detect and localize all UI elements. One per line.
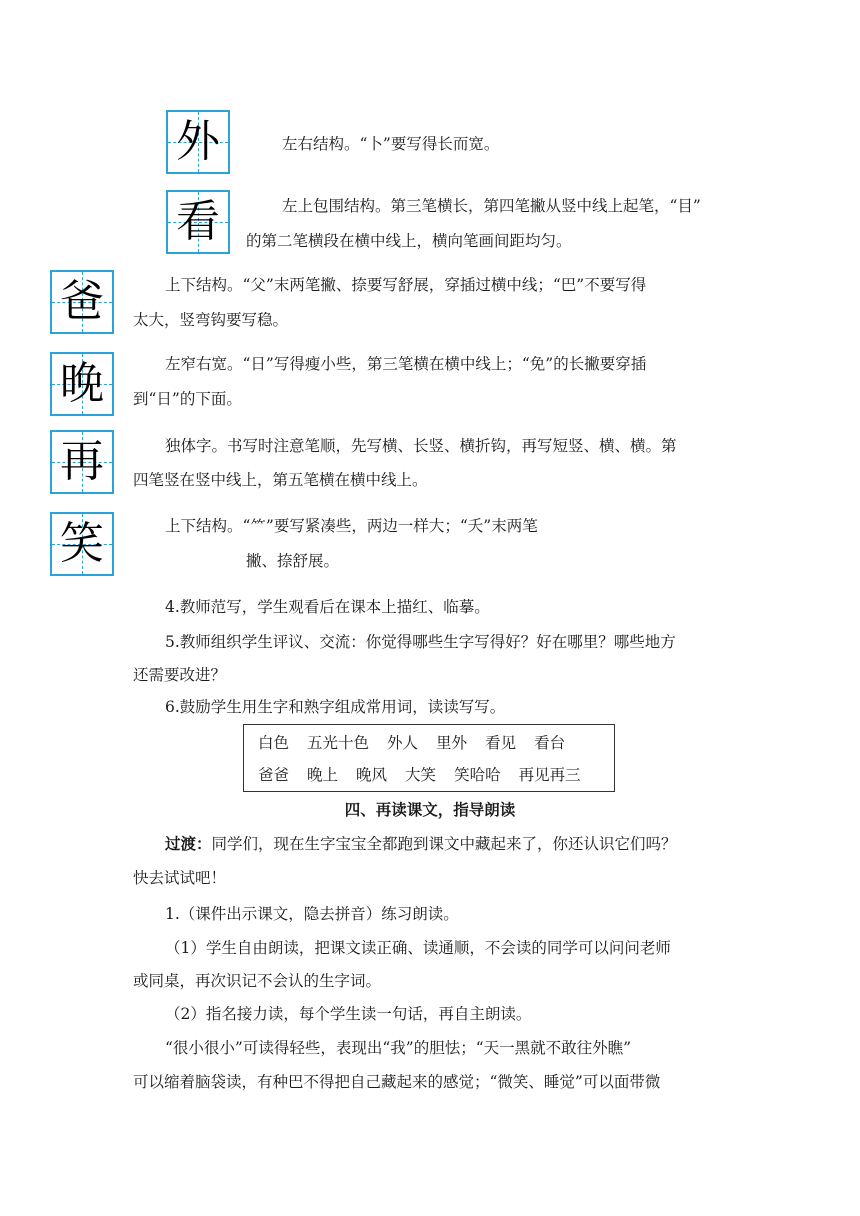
word: 晚风 <box>356 766 388 784</box>
char-glyph: 再 <box>60 436 104 487</box>
reading-sub2: （2）指名接力读，每个学生读一句话，再自主朗读。 <box>165 1005 532 1023</box>
char-desc-wan-line2: 到“日”的下面。 <box>133 390 242 408</box>
step-5-line2: 还需要改进？ <box>133 666 227 684</box>
char-desc-zai-line1: 独体字。书写时注意笔顺，先写横、长竖、横折钩，再写短竖、横、横。第 <box>165 437 677 455</box>
transition-line1 <box>165 834 677 854</box>
transition-text: 同学们，现在生字宝宝全都跑到课文中藏起来了，你还认识它们吗？ <box>211 835 677 853</box>
char-desc-xiao-line1: 上下结构。“⺮”要写紧凑些，两边一样大；“夭”末两笔 <box>165 517 538 535</box>
char-glyph: 爸 <box>60 276 104 327</box>
reading-para-line2: 可以缩着脑袋读，有种巴不得把自己藏起来的感觉；“微笑、睡觉”可以面带微 <box>133 1073 661 1091</box>
reading-para-line1: “很小很小”可读得轻些，表现出“我”的胆怯；“天一黑就不敢往外瞧” <box>165 1039 632 1057</box>
char-desc-ba-line2: 太大，竖弯钩要写稳。 <box>133 311 289 329</box>
word: 大笑 <box>405 766 437 784</box>
step-4: 4.教师范写，学生观看后在课本上描红、临摹。 <box>165 598 490 616</box>
transition-label: 过渡： <box>165 834 212 853</box>
word: 白色 <box>258 734 290 752</box>
char-box-ba <box>50 270 114 334</box>
char-box-wan <box>50 352 114 416</box>
char-desc-wai: 左右结构。“卜”要写得长而宽。 <box>282 135 500 153</box>
word: 里外 <box>436 734 468 752</box>
word: 看见 <box>485 734 517 752</box>
reading-sub1-line2: 或同桌，再次识记不会认的生字词。 <box>133 972 382 990</box>
char-desc-wan-line1: 左窄右宽。“日”写得瘦小些，第三笔横在横中线上；“免”的长撇要穿插 <box>165 355 647 373</box>
word: 晚上 <box>307 766 339 784</box>
section-heading: 四、再读课文，指导朗读 <box>344 800 516 819</box>
char-glyph: 看 <box>176 196 220 247</box>
word: 笑哈哈 <box>454 766 501 784</box>
word-row-2 <box>258 765 581 785</box>
char-desc-kan-line2: 的第二笔横段在横中线上，横向笔画间距均匀。 <box>246 232 572 250</box>
word: 爸爸 <box>258 766 290 784</box>
char-glyph: 晚 <box>60 358 104 409</box>
char-box-xiao <box>50 512 114 576</box>
word-box <box>243 724 615 792</box>
word: 五光十色 <box>307 734 370 752</box>
char-glyph: 笑 <box>60 518 104 569</box>
word: 外人 <box>387 734 419 752</box>
char-desc-xiao-line2: 撇、捺舒展。 <box>246 552 340 570</box>
char-desc-zai-line2: 四笔竖在竖中线上，第五笔横在横中线上。 <box>133 471 428 489</box>
word: 看台 <box>534 734 566 752</box>
char-desc-kan-line1: 左上包围结构。第三笔横长，第四笔撇从竖中线上起笔，“目” <box>282 197 701 215</box>
word-row-1 <box>258 733 583 753</box>
char-box-kan <box>166 190 230 254</box>
char-glyph: 外 <box>176 116 220 167</box>
transition-line2: 快去试试吧！ <box>133 869 227 887</box>
char-box-zai <box>50 430 114 494</box>
word: 再见再三 <box>518 766 581 784</box>
reading-sub1-line1: （1）学生自由朗读，把课文读正确、读通顺，不会读的同学可以问问老师 <box>165 939 671 957</box>
reading-item-1: 1.（课件出示课文，隐去拼音）练习朗读。 <box>165 905 459 923</box>
step-5-line1: 5.教师组织学生评议、交流：你觉得哪些生字写得好？好在哪里？哪些地方 <box>165 633 676 651</box>
char-desc-ba-line1: 上下结构。“父”末两笔撇、捺要写舒展，穿插过横中线；“巴”不要写得 <box>165 276 647 294</box>
char-box-wai <box>166 110 230 174</box>
step-6: 6.鼓励学生用生字和熟字组成常用词，读读写写。 <box>165 698 506 716</box>
